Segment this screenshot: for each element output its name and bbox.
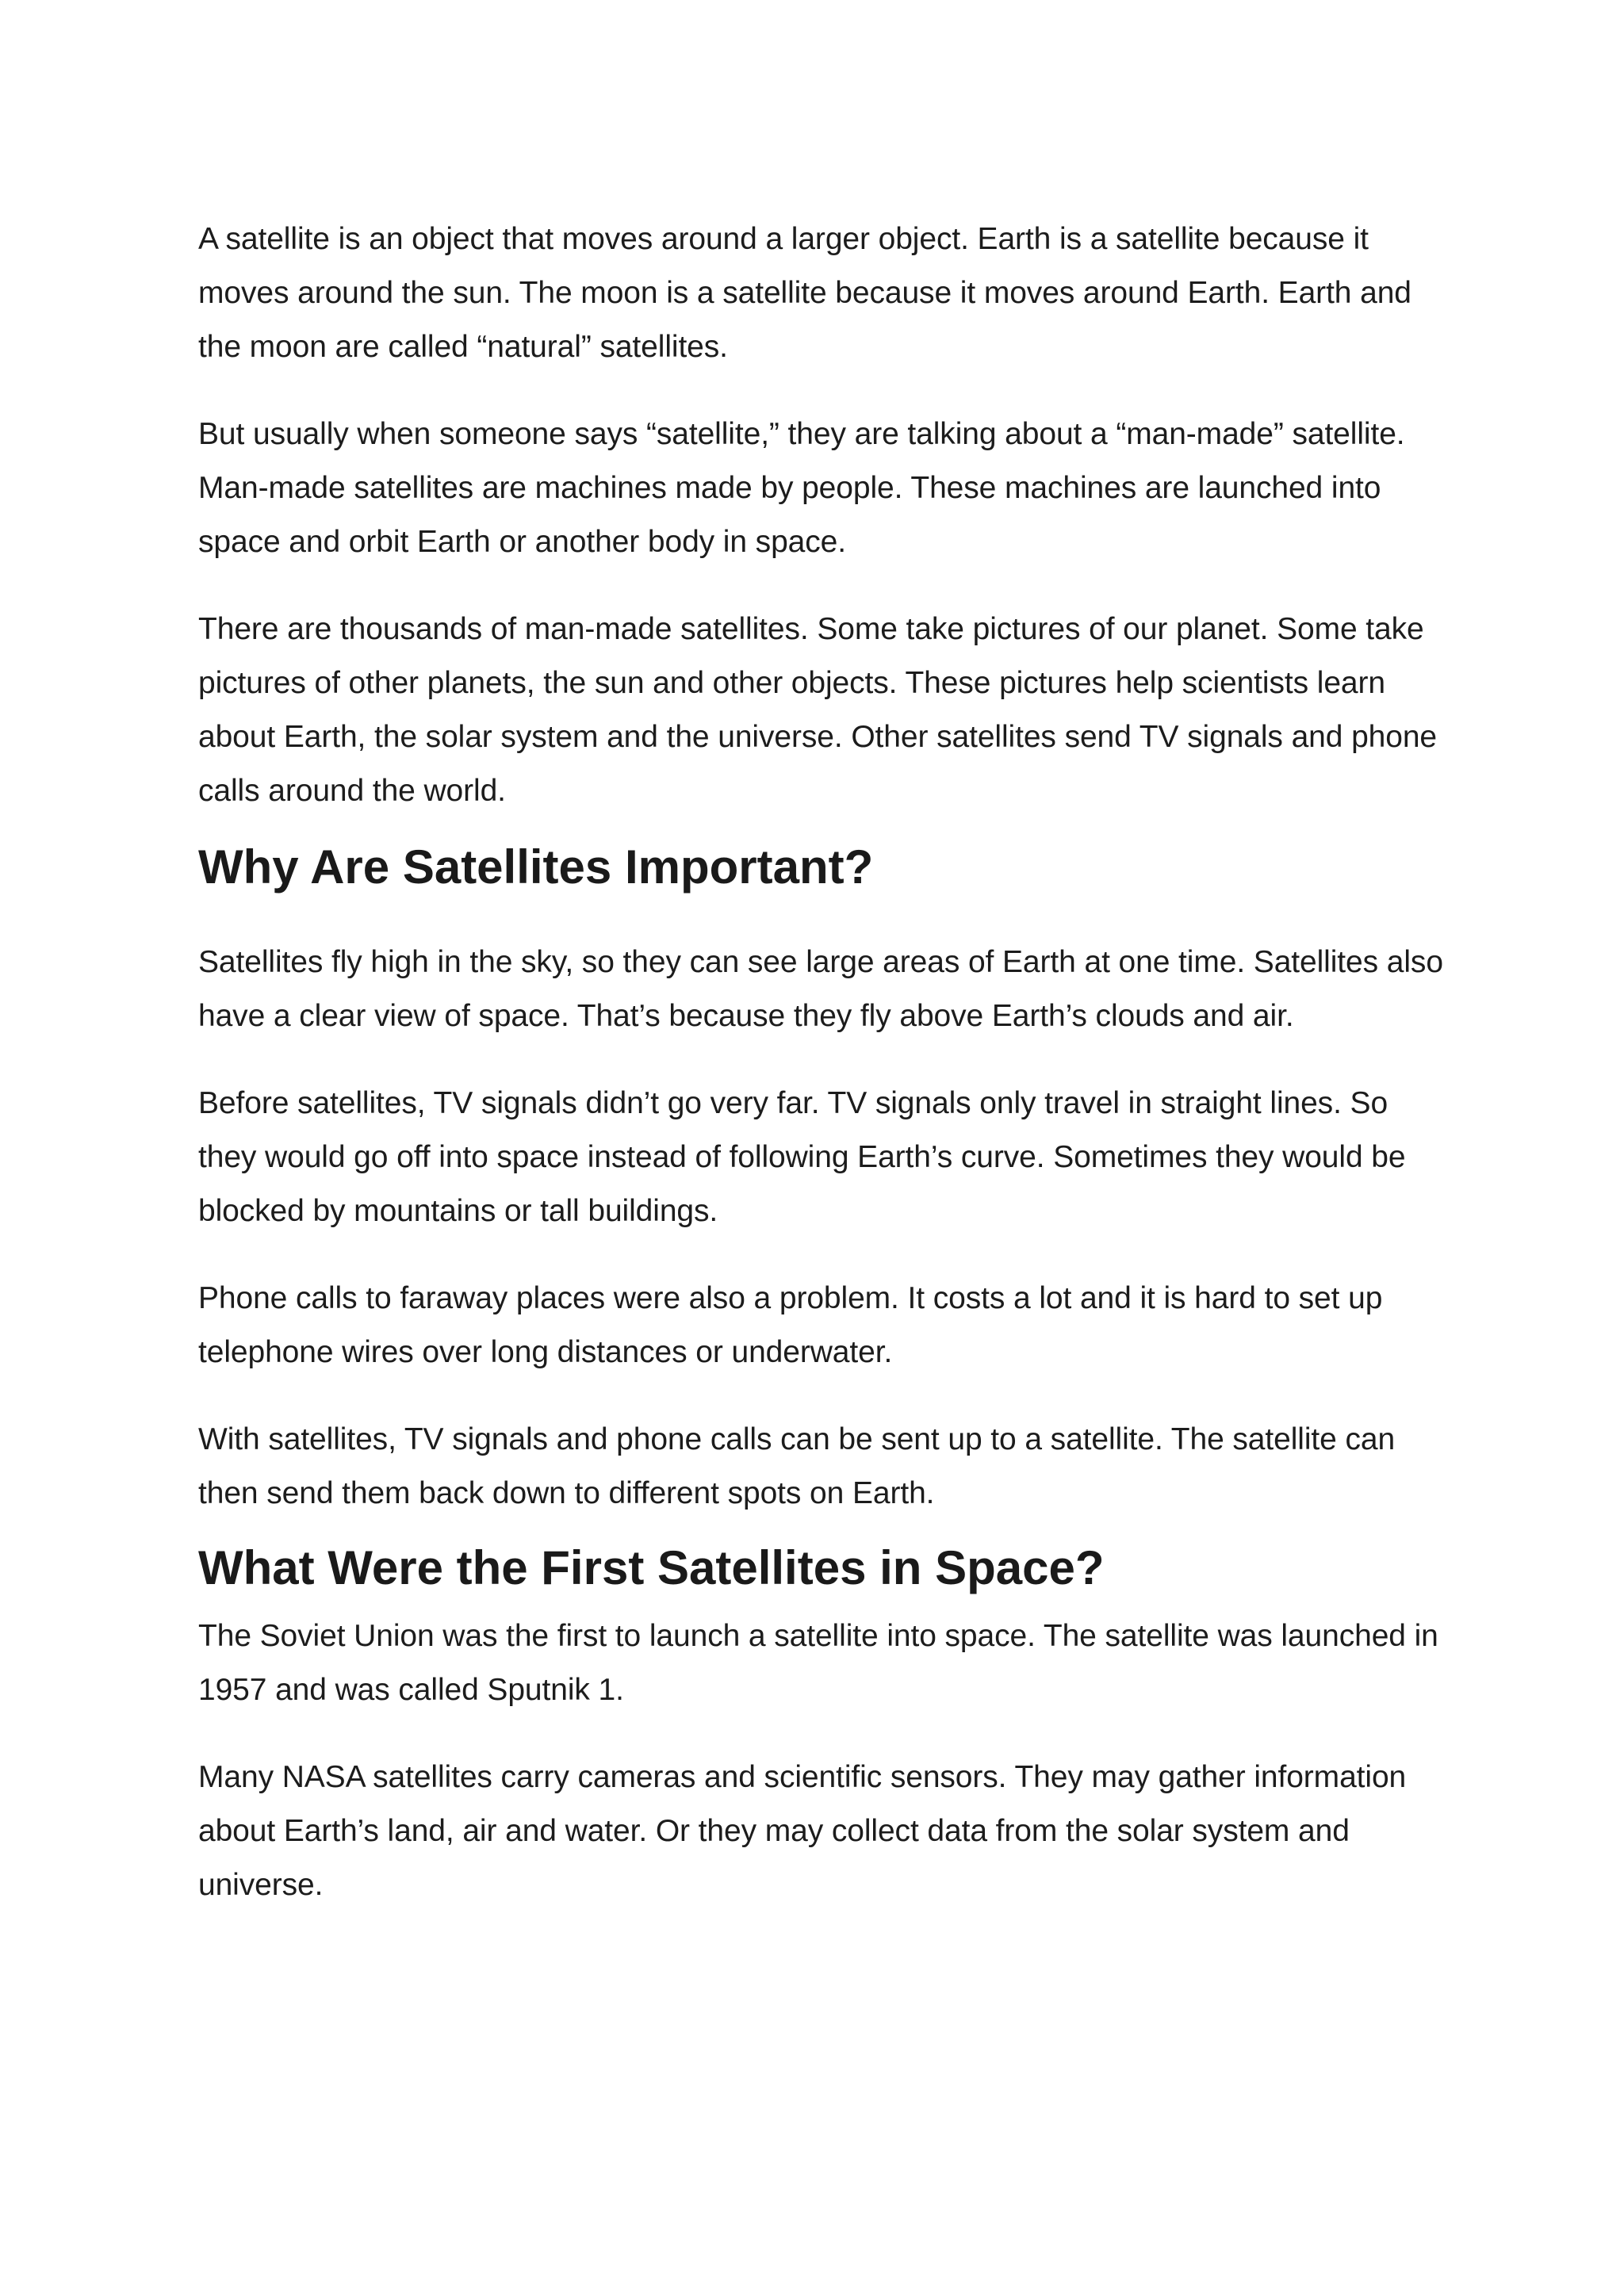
intro-paragraph-1: A satellite is an object that moves around a larger object. Earth is a satellite because it moves around the sun. The moon is a satellite because it moves around Earth. Earth and the moon are called “natural” satellites. [198, 222, 1411, 364]
document-page [198, 212, 1443, 1946]
intro-paragraph-2: But usually when someone says “satellite,” they are talking about a “man-made” satellite. Man-made satellites are machines made by people. These machines are launched into space and orbit Earth or another body in space. [198, 417, 1405, 559]
importance-paragraph-2: Before satellites, TV signals didn’t go very far. TV signals only travel in straight lines. So they would go off into space instead of following Earth’s curve. Sometimes they would be blocked by mountains or tall buildings. [198, 1086, 1406, 1228]
intro-paragraph-3: There are thousands of man-made satellites. Some take pictures of our planet. Some take pictures of other planets, the sun and other objects. These pictures help scientists learn about Earth, the solar system and the universe. Other satellites send TV signals and phone calls around the world. [198, 612, 1438, 808]
section-heading-importance: Why Are Satellites Important? [198, 840, 874, 894]
importance-paragraph-4: With satellites, TV signals and phone calls can be sent up to a satellite. The satellite can then send them back down to different spots on Earth. [198, 1422, 1396, 1510]
importance-paragraph-3: Phone calls to faraway places were also a problem. It costs a lot and it is hard to set up telephone wires over long distances or underwater. [198, 1281, 1383, 1369]
section-heading-first-satellites: What Were the First Satellites in Space? [198, 1541, 1105, 1594]
importance-paragraph-1: Satellites fly high in the sky, so they can see large areas of Earth at one time. Satellites also have a clear view of space. That’s because they fly above Earth’s clouds and air. [198, 945, 1443, 1033]
first-satellites-paragraph-2: Many NASA satellites carry cameras and scientific sensors. They may gather information about Earth’s land, air and water. Or they may collect data from the solar system and universe. [198, 1760, 1407, 1902]
first-satellites-paragraph-1: The Soviet Union was the first to launch a satellite into space. The satellite was launched in 1957 and was called Sputnik 1. [198, 1619, 1438, 1707]
